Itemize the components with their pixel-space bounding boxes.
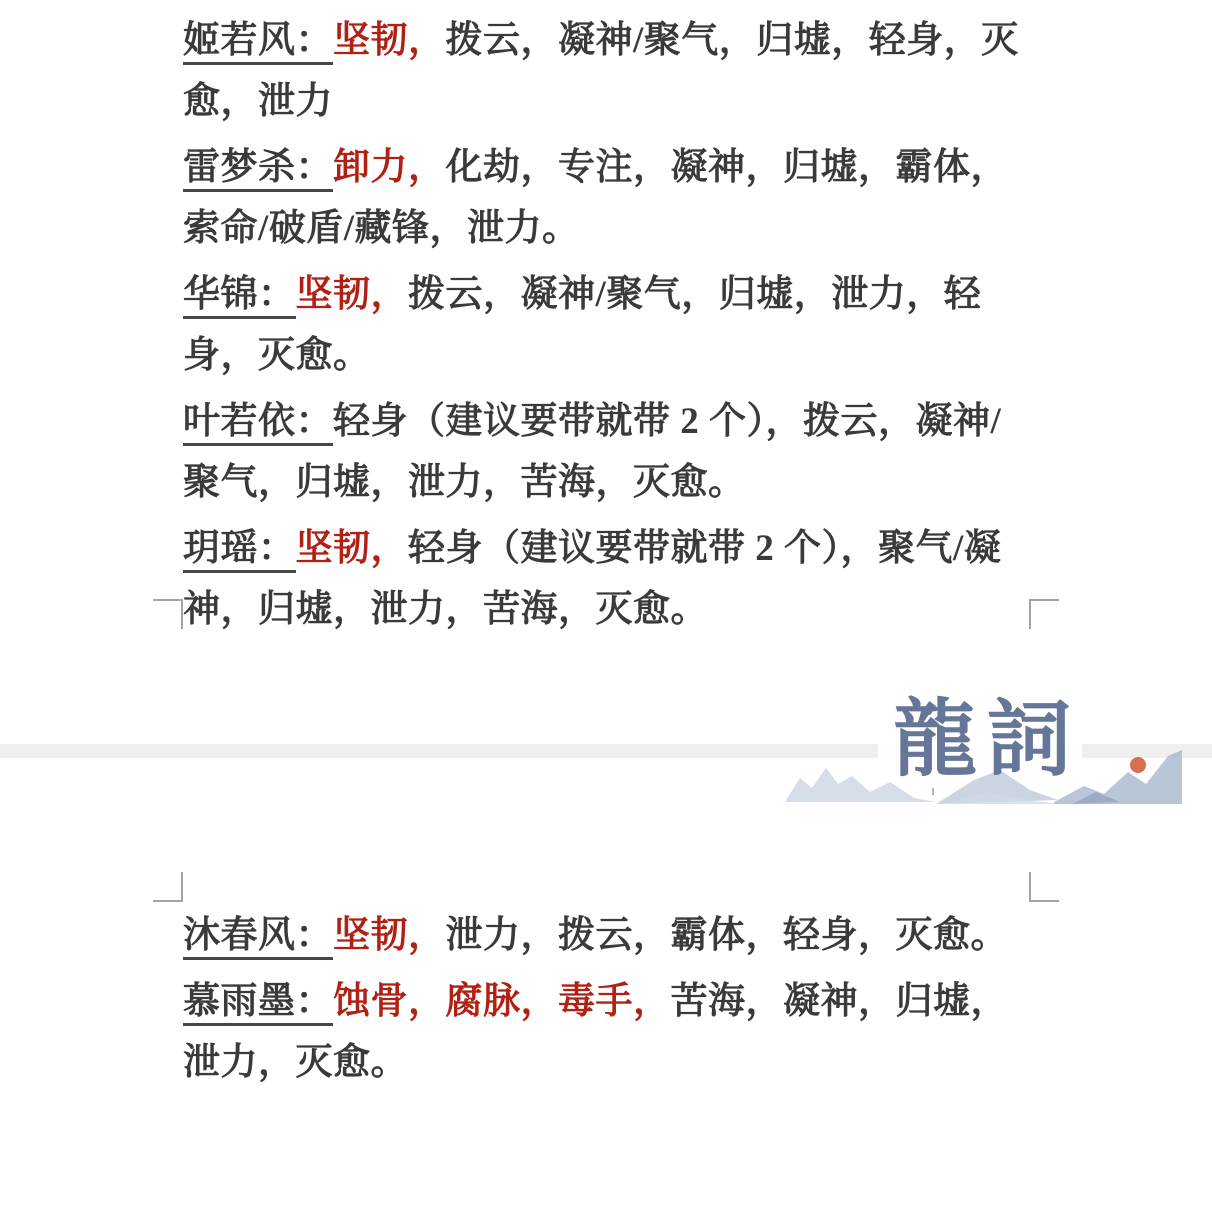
skill-list: 轻身（建议要带就带 2 个），拨云，凝神/聚气，归墟，泄力，苦海，灭愈。 <box>183 401 1002 503</box>
crop-mark-page1-bottom-right <box>1029 599 1059 629</box>
sun-icon <box>1130 757 1146 773</box>
skill-list: 轻身（建议要带就带 2 个），聚气/凝神，归墟，泄力，苦海，灭愈。 <box>183 528 1002 630</box>
entry-paragraph <box>183 391 1031 513</box>
watermark-logo-text: 龍詞 <box>893 694 1082 787</box>
character-name: 叶若依： <box>183 401 333 446</box>
character-name: 沐春风： <box>183 915 333 960</box>
crop-mark-page1-bottom-left <box>153 599 183 629</box>
character-name: 华锦： <box>183 274 296 319</box>
page1-text-block <box>183 10 1031 645</box>
skill-list: 拨云，凝神/聚气，归墟，轻身，灭愈，泄力 <box>183 20 1019 122</box>
highlighted-skills: 坚韧， <box>333 20 446 61</box>
page2-text-block <box>183 905 1031 1098</box>
entry-paragraph <box>183 518 1031 640</box>
character-name: 慕雨墨： <box>183 981 333 1026</box>
highlighted-skills: 卸力， <box>333 147 446 188</box>
entry-paragraph <box>183 137 1031 259</box>
entry-paragraph <box>183 905 1031 966</box>
entry-paragraph <box>183 264 1031 386</box>
skill-list: 泄力，拨云，霸体，轻身，灭愈。 <box>445 915 1008 956</box>
skill-list: 苦海，凝神，归墟，泄力，灭愈。 <box>183 981 1008 1083</box>
entry-paragraph <box>183 10 1031 132</box>
character-name: 玥瑶： <box>183 528 296 573</box>
highlighted-skills: 坚韧， <box>295 528 408 569</box>
skill-list: 拨云，凝神/聚气，归墟，泄力，轻身，灭愈。 <box>183 274 982 376</box>
entry-paragraph <box>183 971 1031 1093</box>
crop-mark-page2-top-right <box>1029 872 1059 902</box>
character-name: 姬若风： <box>183 20 333 65</box>
highlighted-skills: 蚀骨，腐脉，毒手， <box>333 981 671 1022</box>
highlighted-skills: 坚韧， <box>333 915 446 956</box>
skill-list: 化劫，专注，凝神，归墟，霸体，索命/破盾/藏锋，泄力。 <box>183 147 1008 249</box>
crop-mark-page2-top-left <box>153 872 183 902</box>
character-name: 雷梦杀： <box>183 147 333 192</box>
highlighted-skills: 坚韧， <box>295 274 408 315</box>
